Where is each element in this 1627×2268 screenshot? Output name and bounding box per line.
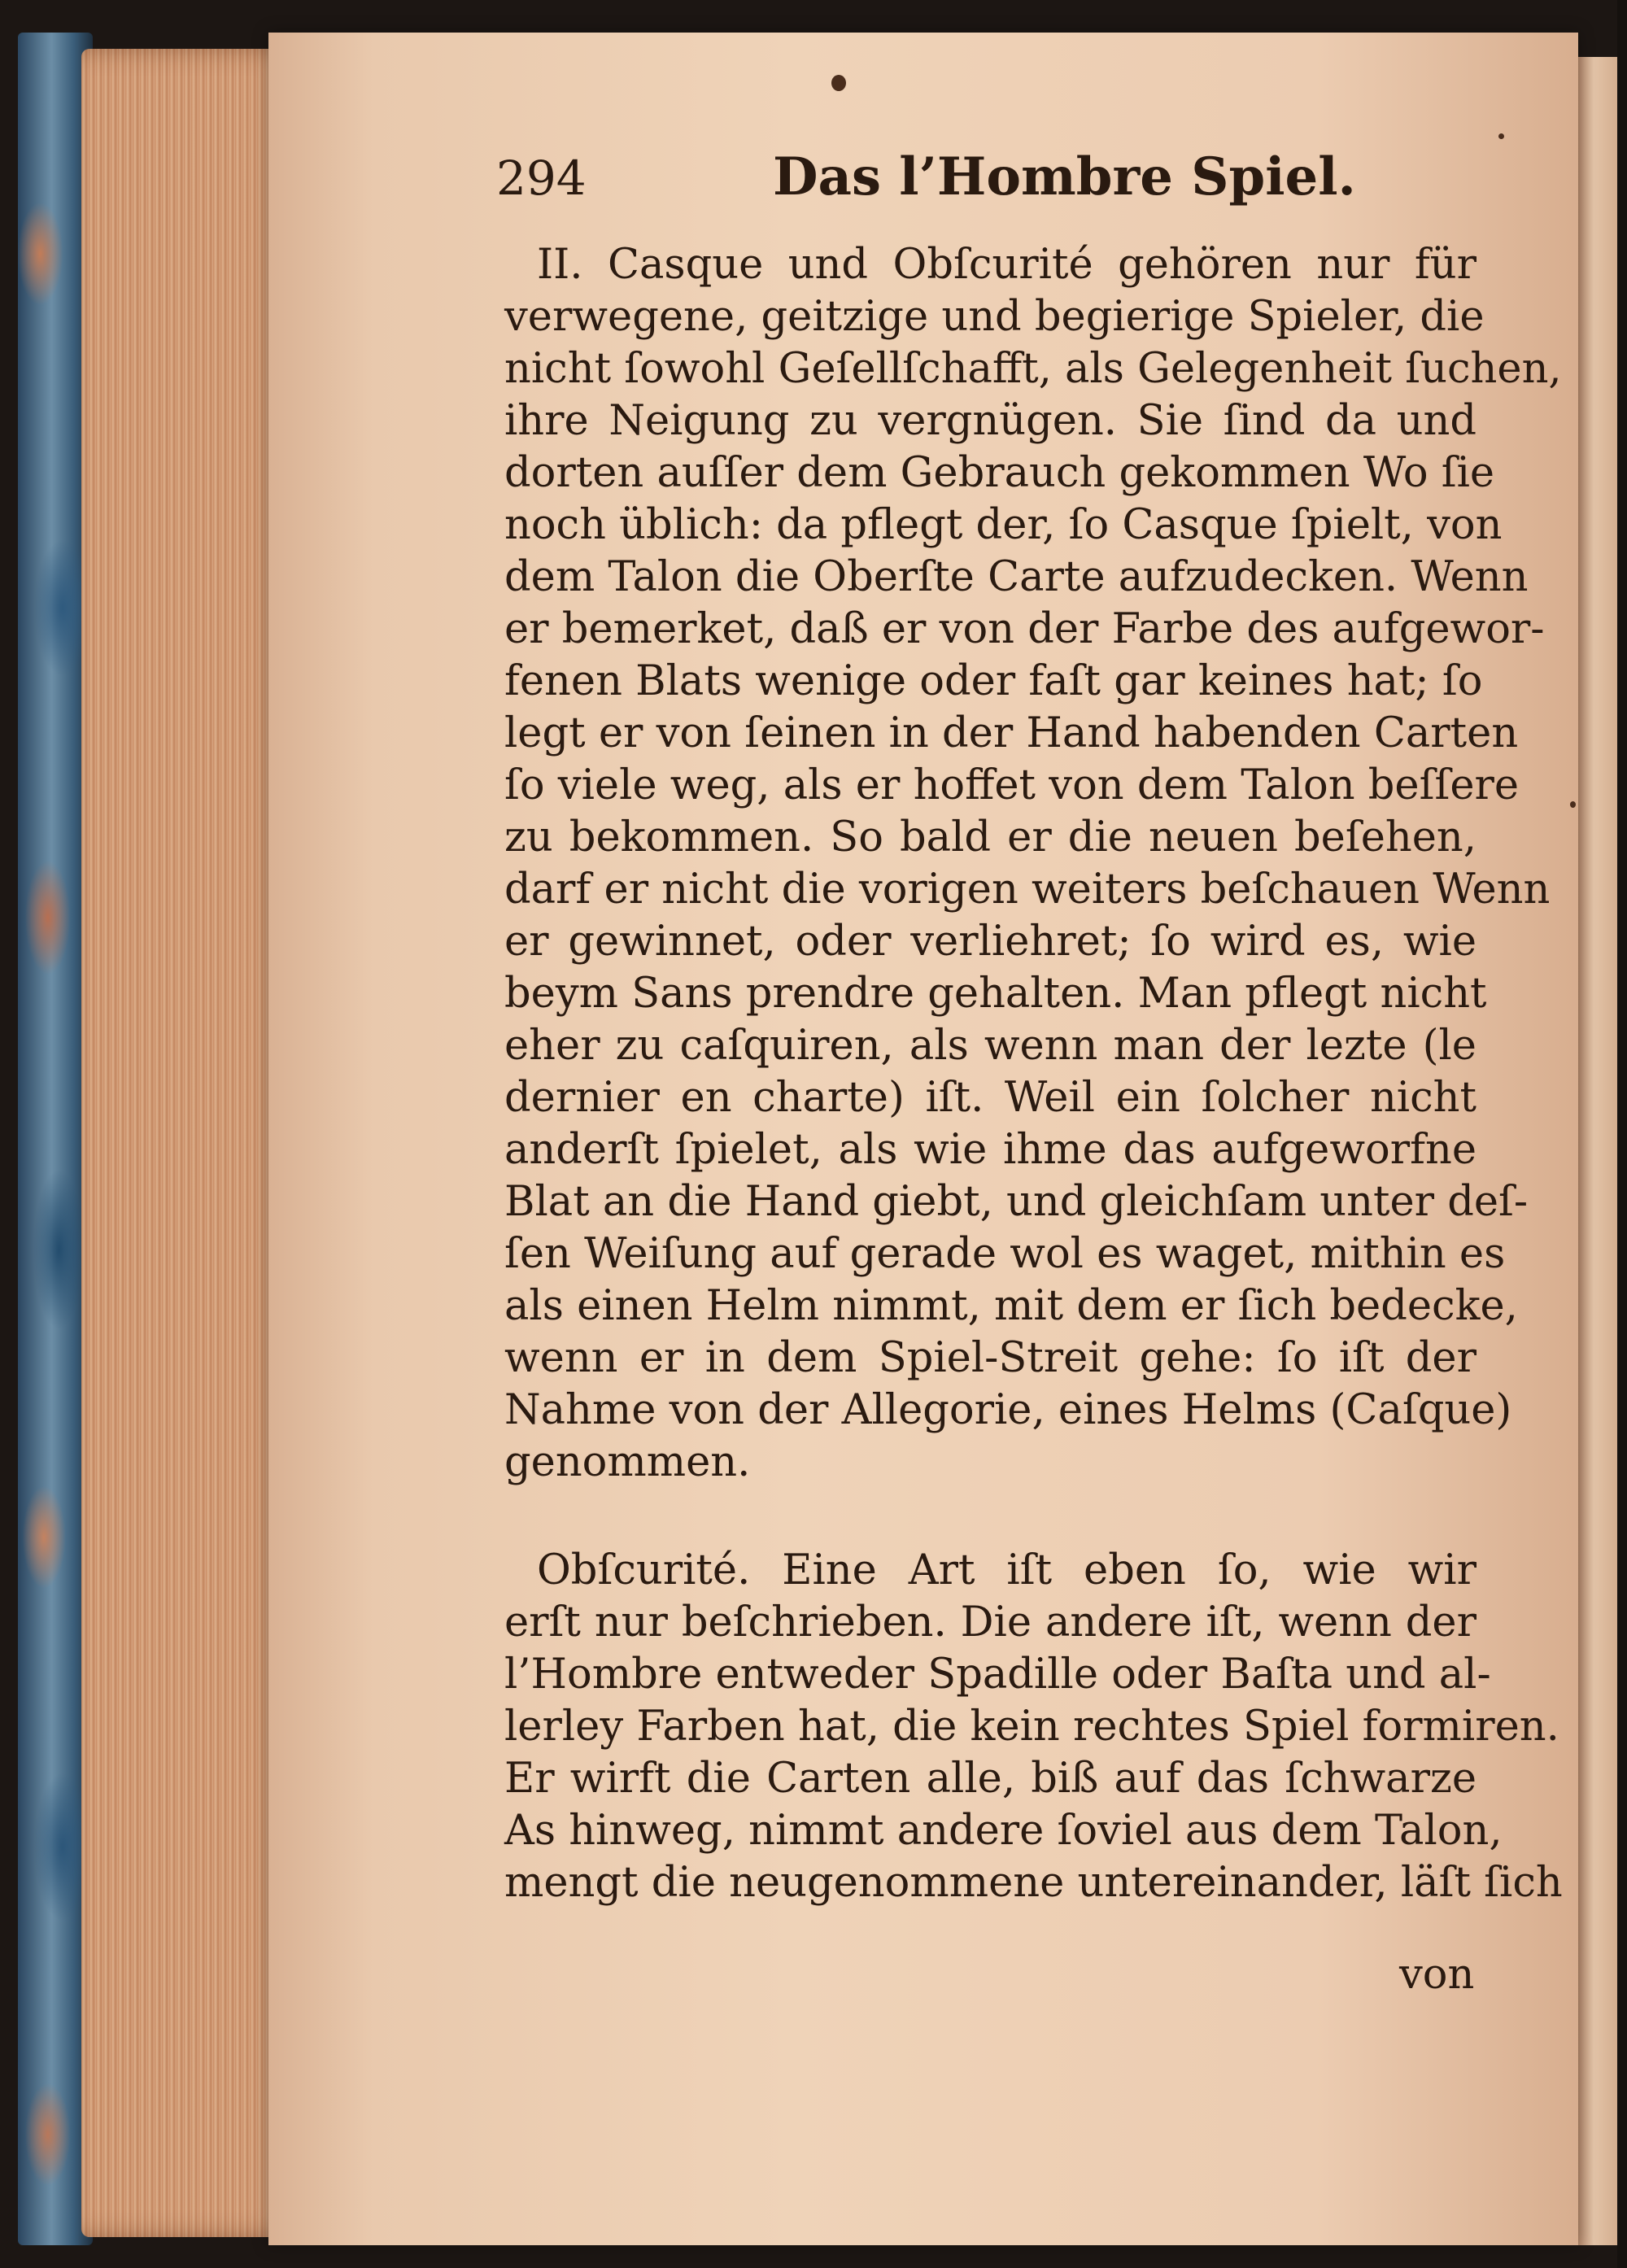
text-line: darf er nicht die vorigen weiters beſchauen Wenn bbox=[504, 866, 1551, 914]
text-line: II. Casque und Obſcurité gehören nur für bbox=[537, 241, 1477, 289]
text-line: Nahme von der Allegorie, eines Helms (Caſque) bbox=[504, 1386, 1512, 1434]
text-line: Blat an die Hand giebt, und gleichſam unter deſ- bbox=[504, 1178, 1529, 1226]
text-line: lerley Farben hat, die kein rechtes Spiel formiren. bbox=[504, 1703, 1559, 1751]
text-line: beym Sans prendre gehalten. Man pflegt nicht bbox=[504, 970, 1487, 1018]
next-page-edge bbox=[1578, 57, 1617, 2245]
ink-spot bbox=[831, 75, 846, 91]
text-line: ſo viele weg, als er hoffet von dem Talon beſſere bbox=[504, 761, 1520, 809]
text-line: ſen Weiſung auf gerade wol es waget, mithin es bbox=[504, 1230, 1506, 1278]
text-line: verwegene, geitzige und begierige Spieler, die bbox=[504, 293, 1485, 341]
text-line: As hinweg, nimmt andere ſoviel aus dem Talon, bbox=[504, 1807, 1503, 1855]
text-line: als einen Helm nimmt, mit dem er ſich bedecke, bbox=[504, 1282, 1518, 1330]
text-line: dem Talon die Oberſte Carte aufzudecken. Wenn bbox=[504, 553, 1529, 601]
text-line: mengt die neugenommene untereinander, läſt ſich bbox=[504, 1859, 1563, 1907]
text-line: ihre Neigung zu vergnügen. Sie ſind da und bbox=[504, 397, 1477, 445]
text-line: Er wirft die Carten alle, biß auf das ſchwarze bbox=[504, 1755, 1477, 1803]
catchword: von bbox=[1399, 1951, 1475, 1999]
scanner-background bbox=[1617, 0, 1627, 2268]
text-line: eher zu caſquiren, als wenn man der lezte (le bbox=[504, 1022, 1477, 1070]
text-line: legt er von ſeinen in der Hand habenden Carten bbox=[504, 709, 1519, 757]
text-line: dorten auſſer dem Gebrauch gekommen Wo ſie bbox=[504, 449, 1495, 497]
running-title: Das l’Hombre Spiel. bbox=[773, 146, 1356, 207]
ink-spot bbox=[1498, 133, 1504, 139]
text-line: zu bekommen. So bald er die neuen beſehen, bbox=[504, 813, 1477, 861]
text-line: anderſt ſpielet, als wie ihme das aufgeworfne bbox=[504, 1126, 1477, 1174]
text-line: er gewinnet, oder verliehret; ſo wird es, wie bbox=[504, 918, 1477, 966]
text-line: noch üblich: da pflegt der, ſo Casque ſpielt, von bbox=[504, 501, 1503, 549]
text-line: fenen Blats wenige oder faſt gar keines hat; ſo bbox=[504, 657, 1483, 705]
text-line: genommen. bbox=[504, 1438, 751, 1486]
text-line: erſt nur beſchrieben. Die andere iſt, wenn der bbox=[504, 1599, 1477, 1646]
text-line: Obſcurité. Eine Art iſt eben ſo, wie wir bbox=[537, 1546, 1477, 1594]
ink-spot bbox=[1570, 801, 1576, 808]
page-number: 294 bbox=[496, 150, 587, 206]
text-line: wenn er in dem Spiel-Streit gehe: ſo iſt der bbox=[504, 1334, 1477, 1382]
text-line: nicht ſowohl Geſellſchafft, als Gelegenheit ſuchen, bbox=[504, 345, 1562, 393]
text-line: er bemerket, daß er von der Farbe des aufgewor- bbox=[504, 605, 1545, 653]
text-line: dernier en charte) iſt. Weil ein ſolcher nicht bbox=[504, 1074, 1477, 1122]
text-line: l’Hombre entweder Spadille oder Baſta und al- bbox=[504, 1651, 1491, 1699]
